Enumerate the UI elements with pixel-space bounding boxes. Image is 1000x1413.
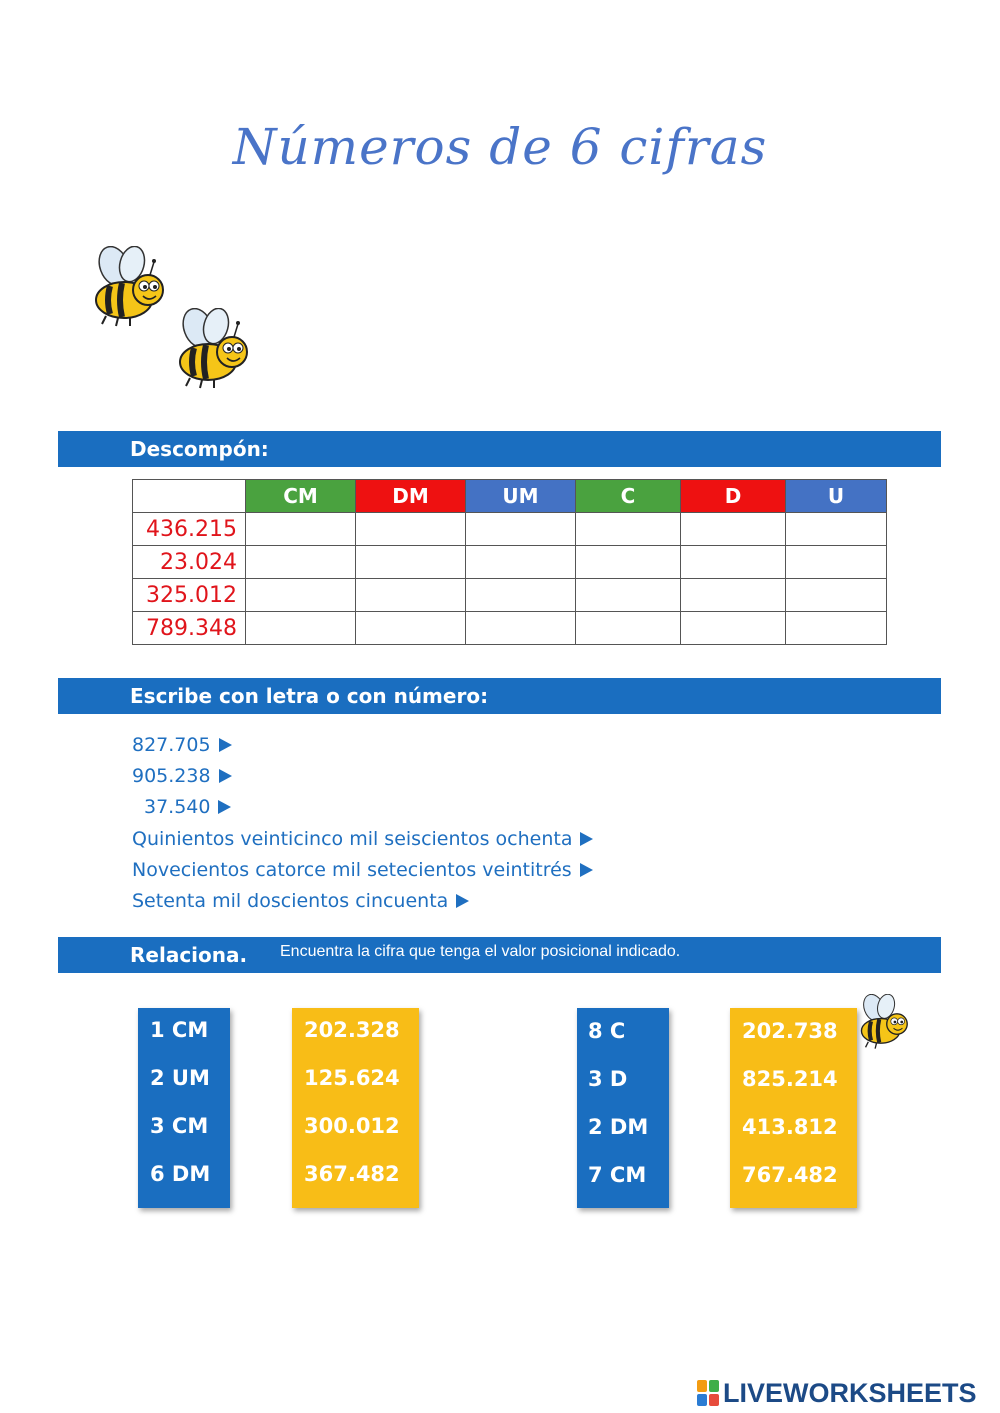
answer-cell[interactable] (576, 612, 681, 645)
play-arrow-icon (219, 738, 232, 752)
table-row (133, 579, 887, 612)
answer-cell[interactable] (246, 546, 356, 579)
match-number[interactable]: 367.482 (304, 1162, 400, 1186)
answer-cell[interactable] (356, 612, 466, 645)
match-number[interactable]: 825.214 (742, 1067, 838, 1091)
decompose-label: Descompón: (130, 437, 269, 461)
bee-icon (88, 246, 170, 328)
table-row (133, 513, 887, 546)
page-title: Números de 6 cifras (232, 118, 768, 176)
relate-instruction: Encuentra la cifra que tenga el valor posicional indicado. (280, 943, 681, 960)
answer-cell[interactable] (786, 579, 887, 612)
decompose-header-band (58, 431, 941, 467)
table-corner-cell (133, 480, 246, 513)
decompose-table (132, 479, 887, 645)
answer-cell[interactable] (246, 513, 356, 546)
liveworksheets-logo-icon (697, 1380, 719, 1406)
relate-label: Relaciona. (130, 943, 248, 967)
write-item (132, 828, 593, 850)
match-place[interactable]: 1 CM (150, 1018, 209, 1042)
match-place[interactable]: 3 CM (150, 1114, 209, 1138)
write-item-text: 37.540 (144, 796, 211, 818)
answer-cell[interactable] (466, 513, 576, 546)
place-card-2 (577, 1008, 669, 1208)
write-item-text: Setenta mil doscientos cincuenta (132, 890, 449, 912)
write-item (132, 765, 232, 787)
bee-icon (172, 308, 254, 390)
match-number[interactable]: 767.482 (742, 1163, 838, 1187)
write-item-text: 827.705 (132, 734, 211, 756)
play-arrow-icon (219, 769, 232, 783)
header-cm: CM (246, 480, 356, 513)
play-arrow-icon (580, 863, 593, 877)
relate-header-band (58, 937, 941, 973)
answer-cell[interactable] (681, 579, 786, 612)
match-number[interactable]: 125.624 (304, 1066, 400, 1090)
play-arrow-icon (218, 800, 231, 814)
write-label: Escribe con letra o con número: (130, 684, 489, 708)
answer-cell[interactable] (356, 546, 466, 579)
number-card-1 (292, 1008, 419, 1208)
liveworksheets-logo (697, 1377, 977, 1409)
row-number: 23.024 (133, 546, 246, 579)
write-item (144, 796, 231, 818)
header-dm: DM (356, 480, 466, 513)
row-number: 436.215 (133, 513, 246, 546)
play-arrow-icon (580, 832, 593, 846)
row-number: 325.012 (133, 579, 246, 612)
match-place[interactable]: 3 D (588, 1067, 628, 1091)
header-um: UM (466, 480, 576, 513)
row-number: 789.348 (133, 612, 246, 645)
answer-cell[interactable] (466, 579, 576, 612)
match-place[interactable]: 2 DM (588, 1115, 649, 1139)
write-item (132, 734, 232, 756)
play-arrow-icon (456, 894, 469, 908)
table-row (133, 612, 887, 645)
write-item (132, 890, 469, 912)
header-d: D (681, 480, 786, 513)
answer-cell[interactable] (466, 546, 576, 579)
match-place[interactable]: 8 C (588, 1019, 626, 1043)
match-number[interactable]: 202.328 (304, 1018, 400, 1042)
write-item-text: Quinientos veinticinco mil seiscientos ochenta (132, 828, 573, 850)
answer-cell[interactable] (681, 546, 786, 579)
answer-cell[interactable] (466, 612, 576, 645)
answer-cell[interactable] (356, 579, 466, 612)
answer-cell[interactable] (246, 612, 356, 645)
header-c: C (576, 480, 681, 513)
answer-cell[interactable] (356, 513, 466, 546)
write-header-band (58, 678, 941, 714)
match-place[interactable]: 6 DM (150, 1162, 211, 1186)
number-card-2 (730, 1008, 857, 1208)
match-number[interactable]: 300.012 (304, 1114, 400, 1138)
table-row (133, 546, 887, 579)
answer-cell[interactable] (681, 513, 786, 546)
match-place[interactable]: 2 UM (150, 1066, 210, 1090)
write-item (132, 859, 593, 881)
place-card-1 (138, 1008, 230, 1208)
answer-cell[interactable] (681, 612, 786, 645)
table-header-row (133, 480, 887, 513)
write-item-text: Novecientos catorce mil setecientos veintitrés (132, 859, 572, 881)
header-u: U (786, 480, 887, 513)
answer-cell[interactable] (576, 546, 681, 579)
brand-name: LIVEWORKSHEETS (723, 1377, 977, 1408)
answer-cell[interactable] (576, 513, 681, 546)
match-number[interactable]: 202.738 (742, 1019, 838, 1043)
answer-cell[interactable] (786, 546, 887, 579)
write-item-text: 905.238 (132, 765, 211, 787)
answer-cell[interactable] (786, 513, 887, 546)
match-place[interactable]: 7 CM (588, 1163, 647, 1187)
answer-cell[interactable] (576, 579, 681, 612)
bee-icon (856, 994, 912, 1050)
answer-cell[interactable] (786, 612, 887, 645)
match-number[interactable]: 413.812 (742, 1115, 838, 1139)
answer-cell[interactable] (246, 579, 356, 612)
